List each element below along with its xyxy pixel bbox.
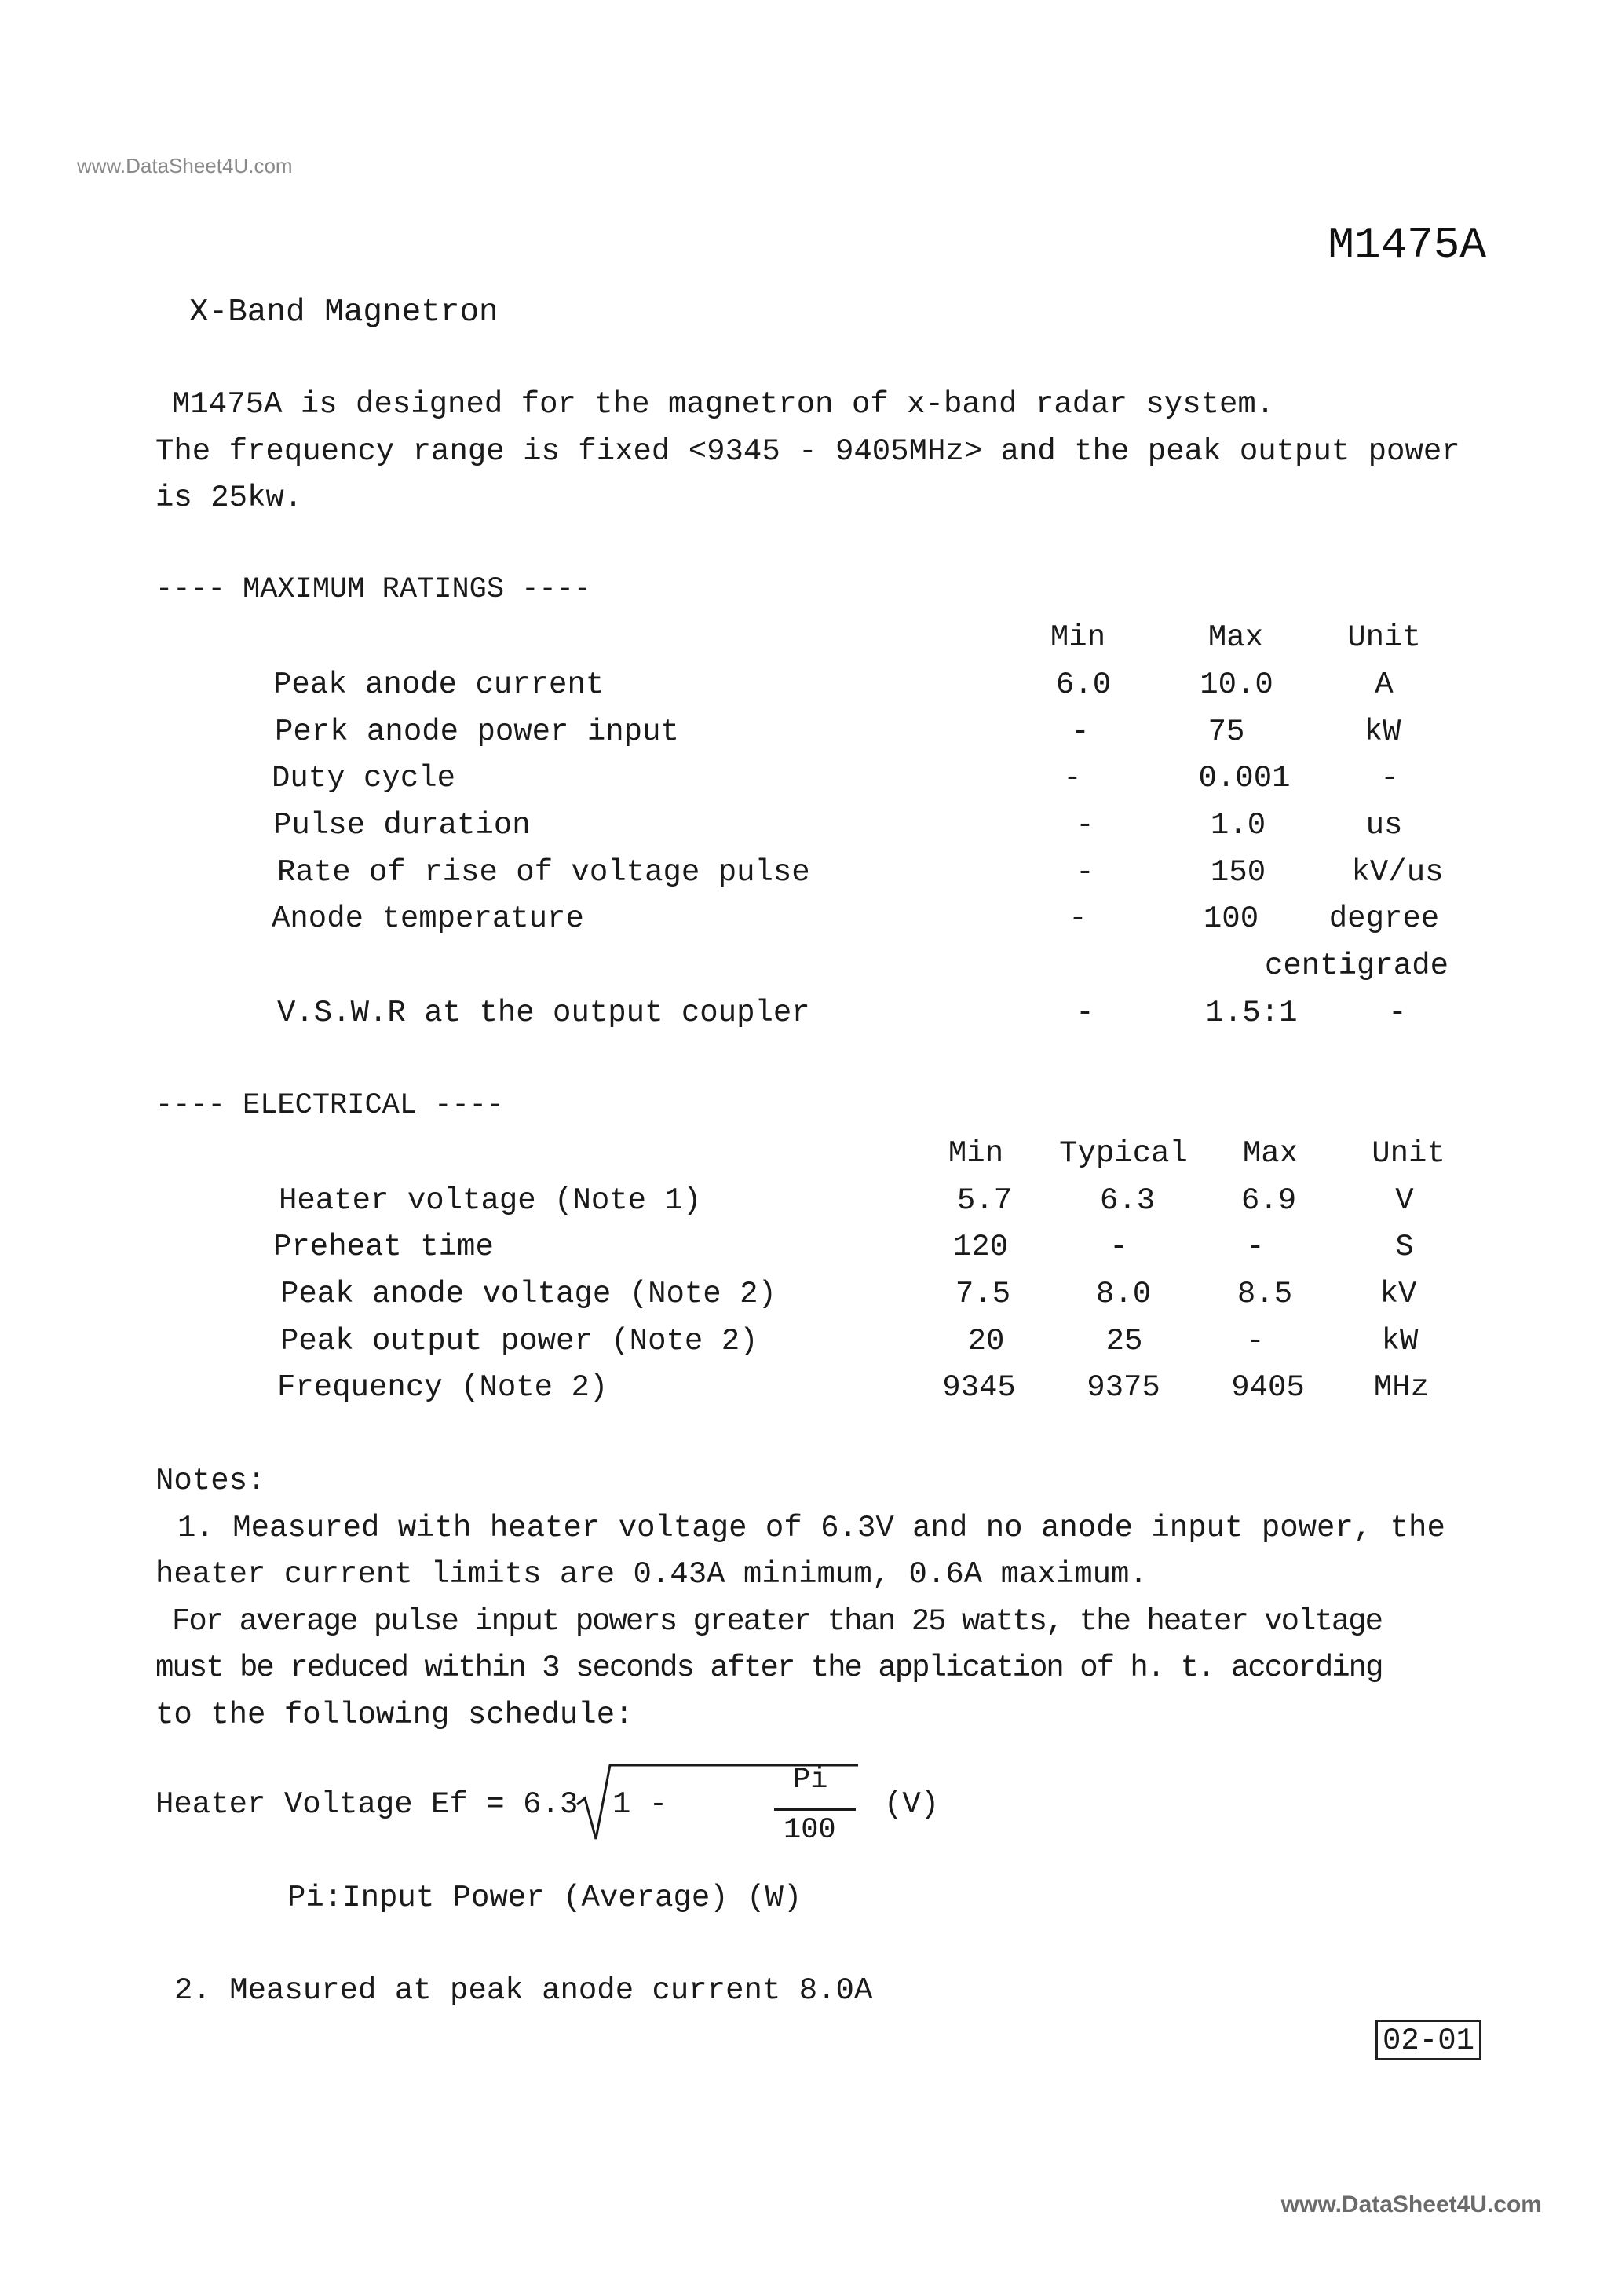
column-header-max: Max <box>1242 1136 1299 1171</box>
table-cell-typical: 25 <box>1105 1324 1143 1358</box>
header-watermark-url: www.DataSheet4U.com <box>77 154 293 177</box>
table-cell-unit: A <box>1375 667 1394 702</box>
table-cell-min: - <box>1076 855 1094 890</box>
table-row-label: Heater voltage (Note 1) <box>279 1183 702 1218</box>
table-cell-min: 5.7 <box>956 1183 1013 1218</box>
note-1-line-4: must be reduced within 3 seconds after the application of h. t. according <box>155 1651 1383 1685</box>
table-cell-unit: degree <box>1328 901 1440 936</box>
formula-unit: (V) <box>884 1787 940 1822</box>
table-cell-max: - <box>1246 1324 1265 1358</box>
table-cell-unit: MHz <box>1373 1370 1430 1405</box>
table-cell-typical: 9375 <box>1087 1370 1160 1405</box>
electrical-heading: ---- ELECTRICAL ---- <box>155 1089 505 1122</box>
document-title: M1475A <box>1328 220 1486 270</box>
note-1-line-3: For average pulse input powers greater than 25 watts, the heater voltage <box>172 1604 1383 1639</box>
table-cell-max: - <box>1246 1230 1265 1264</box>
table-row-label: Peak anode voltage (Note 2) <box>280 1277 776 1311</box>
table-cell-unit: us <box>1365 808 1403 843</box>
column-header-unit: Unit <box>1347 620 1421 655</box>
table-cell-max: 9405 <box>1231 1370 1305 1405</box>
table-cell-max: 1.0 <box>1210 808 1266 843</box>
table-cell-typical: - <box>1109 1230 1128 1264</box>
footer-watermark-url: www.DataSheet4U.com <box>1280 2192 1542 2217</box>
table-cell-unit: kV/us <box>1351 855 1444 890</box>
table-cell-max: 1.5:1 <box>1205 996 1298 1030</box>
table-cell-unit: - <box>1380 761 1399 795</box>
table-cell-min: 6.0 <box>1055 667 1112 702</box>
table-row-label: Frequency (Note 2) <box>277 1370 608 1405</box>
table-cell-max: 150 <box>1210 855 1266 890</box>
table-cell-min: - <box>1069 901 1087 936</box>
table-row-label: V.S.W.R at the output coupler <box>277 996 810 1030</box>
table-cell-unit: V <box>1395 1183 1414 1218</box>
heater-voltage-formula <box>155 1764 940 1881</box>
table-cell-unit: - <box>1388 996 1407 1030</box>
formula-prefix: Heater Voltage Ef = 6.3 <box>155 1787 579 1822</box>
formula-numerator: Pi <box>793 1764 828 1797</box>
table-row-label: Peak anode current <box>273 667 605 702</box>
column-header-max: Max <box>1207 620 1264 655</box>
table-cell-min: - <box>1076 808 1094 843</box>
table-cell-min: 120 <box>952 1230 1009 1264</box>
table-row-label: Anode temperature <box>272 901 584 936</box>
table-cell-min: - <box>1076 996 1094 1030</box>
formula-denominator: 100 <box>784 1814 836 1847</box>
table-row-label: Perk anode power input <box>275 715 679 749</box>
intro-line-2: The frequency range is fixed <9345 - 9405MHz> and the peak output power <box>155 434 1460 469</box>
note-2: 2. Measured at peak anode current 8.0A <box>174 1973 873 2008</box>
column-header-min: Min <box>948 1136 1004 1171</box>
table-cell-unit: kW <box>1381 1324 1419 1358</box>
column-header-unit: Unit <box>1372 1136 1445 1171</box>
note-1-line-1: 1. Measured with heater voltage of 6.3V and no anode input power, the <box>177 1511 1445 1545</box>
page-code-box: 02-01 <box>1375 2020 1481 2060</box>
intro-line-1: M1475A is designed for the magnetron of x-band radar system. <box>172 387 1275 422</box>
formula-radicand-left: 1 - <box>612 1787 668 1822</box>
note-1-line-2: heater current limits are 0.43A minimum, 0.6A maximum. <box>155 1557 1148 1592</box>
table-cell-max: 0.001 <box>1198 761 1291 795</box>
pi-definition: Pi:Input Power (Average) (W) <box>287 1881 802 1915</box>
table-cell-min: - <box>1071 715 1090 749</box>
table-cell-unit: S <box>1395 1230 1414 1264</box>
note-1-line-5: to the following schedule: <box>155 1698 634 1732</box>
column-header-typical: Typical <box>1059 1136 1188 1171</box>
table-cell-max: 75 <box>1207 715 1245 749</box>
table-cell-min: 20 <box>967 1324 1005 1358</box>
fraction-bar <box>774 1808 856 1811</box>
document-subtitle: X-Band Magnetron <box>189 294 499 331</box>
max-ratings-heading: ---- MAXIMUM RATINGS ---- <box>155 573 592 606</box>
table-cell-typical: 8.0 <box>1095 1277 1152 1311</box>
notes-heading: Notes: <box>155 1464 266 1498</box>
table-cell-min: 9345 <box>942 1370 1016 1405</box>
intro-line-3: is 25kw. <box>155 481 303 515</box>
table-cell-max: 6.9 <box>1240 1183 1297 1218</box>
table-cell-max: 100 <box>1203 901 1259 936</box>
table-cell-typical: 6.3 <box>1099 1183 1156 1218</box>
table-row-label: Duty cycle <box>272 761 456 795</box>
table-cell-min: 7.5 <box>955 1277 1011 1311</box>
table-row-label: Rate of rise of voltage pulse <box>277 855 810 890</box>
column-header-min: Min <box>1050 620 1106 655</box>
table-cell-unit: kW <box>1364 715 1401 749</box>
table-row-label: Peak output power (Note 2) <box>280 1324 758 1358</box>
table-cell-min: - <box>1063 761 1082 795</box>
table-row-label: Pulse duration <box>273 808 531 843</box>
table-cell-unit: kV <box>1379 1277 1417 1311</box>
table-row-label: Preheat time <box>273 1230 494 1264</box>
table-cell-unit-continued: centigrade <box>1264 949 1449 983</box>
table-cell-max: 8.5 <box>1237 1277 1293 1311</box>
table-cell-max: 10.0 <box>1200 667 1273 702</box>
